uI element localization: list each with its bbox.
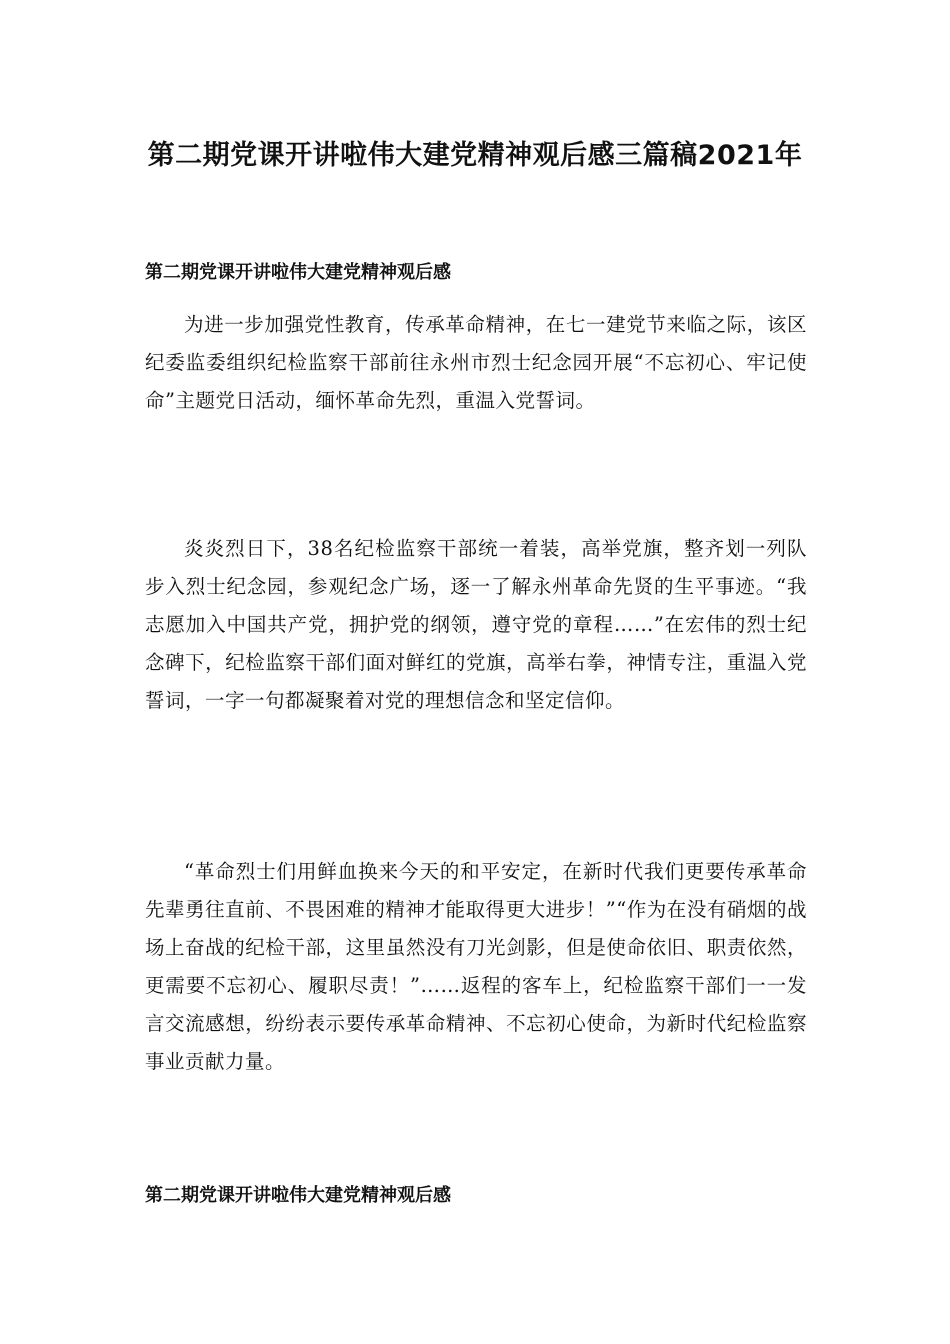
paragraph-2: 炎炎烈日下，38名纪检监察干部统一着装，高举党旗，整齐划一列队步入烈士纪念园，参观纪念广场，逐一了解永州革命先贤的生平事迹。“我志愿加入中国共产党，拥护党的纲领，遵守党的章程……”在宏伟的烈士纪念碑下，纪检监察干部们面对鲜红的党旗，高举右拳，神情专注，重温入党誓词，一字一句都凝聚着对党的理想信念和坚定信仰。 [145, 537, 807, 712]
section-heading-2: 第二期党课开讲啦伟大建党精神观后感 [145, 1185, 451, 1206]
paragraph-1: 为进一步加强党性教育，传承革命精神，在七一建党节来临之际，该区纪委监委组织纪检监察干部前往永州市烈士纪念园开展“不忘初心、牢记使命”主题党日活动，缅怀革命先烈，重温入党誓词。 [145, 313, 807, 412]
section-heading-1: 第二期党课开讲啦伟大建党精神观后感 [145, 262, 451, 283]
document-title: 第二期党课开讲啦伟大建党精神观后感三篇稿2021年 [147, 140, 803, 171]
paragraph-3: “革命烈士们用鲜血换来今天的和平安定，在新时代我们更要传承革命先辈勇往直前、不畏困难的精神才能取得更大进步！”“作为在没有硝烟的战场上奋战的纪检干部，这里虽然没有刀光剑影，但是使命依旧、职责依然，更需要不忘初心、履职尽责！”……返程的客车上，纪检监察干部们一一发言交流感想，纷纷表示要传承革命精神、不忘初心使命，为新时代纪检监察事业贡献力量。 [145, 860, 807, 1073]
